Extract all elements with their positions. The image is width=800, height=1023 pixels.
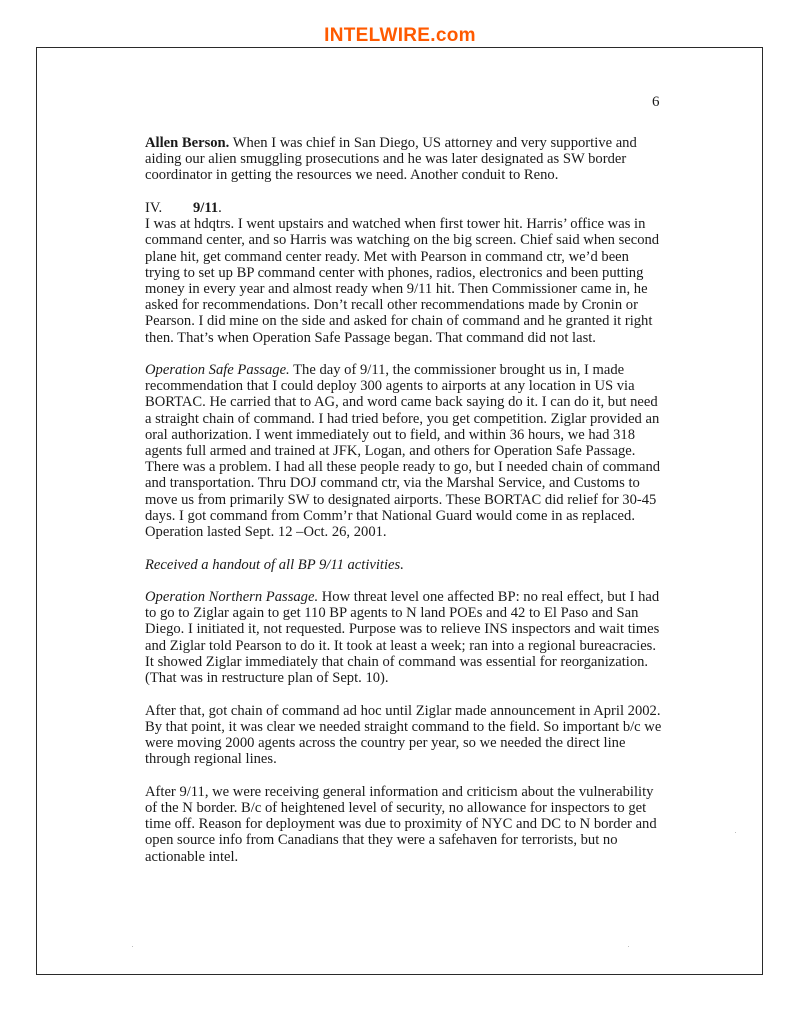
intelwire-watermark: INTELWIRE.com bbox=[324, 25, 476, 46]
section-heading bbox=[145, 200, 665, 216]
page-number: 6 bbox=[652, 94, 660, 110]
section-title: 9/11 bbox=[193, 199, 219, 216]
paragraph-chain-of-command: After that, got chain of command ad hoc until Ziglar made announcement in April 2002. By that point, it was clear we needed straight command to the field. So important b/c we were moving 2000 agents across the country per year, so we needed the direct line through regional lines. bbox=[145, 702, 662, 768]
scan-speck bbox=[735, 832, 736, 833]
paragraph-operation-safe-passage bbox=[145, 362, 665, 540]
scan-speck bbox=[628, 946, 629, 947]
paragraph-text: How threat level one affected BP: no real effect, but I had to go to Ziglar again to get 110 BP agents to N land POEs and 42 to El Paso and San Diego. I initiated it, not requested. Purpose was to relieve INS inspectors and wait times and Ziglar told Pearson to do it. It took at least a week; ran into a regional bureacracies. It showed Ziglar immediately that chain of command was essential for reorganization. (That was in restructure plan of Sept. 10). bbox=[145, 589, 660, 687]
scan-speck bbox=[132, 946, 133, 947]
paragraph-operation-northern-passage bbox=[145, 589, 665, 686]
paragraph-text: When I was chief in San Diego, US attorney and very supportive and aiding our alien smuggling prosecutions and he was later designated as SW border coordinator in getting the resources we need. Another conduit to Reno. bbox=[145, 135, 637, 184]
section-title-suffix: . bbox=[218, 199, 222, 216]
section-number: IV. bbox=[145, 199, 163, 216]
paragraph-text: The day of 9/11, the commissioner brought us in, I made recommendation that I could deploy 300 agents to airports at any location in US via BORTAC. He carried that to AG, and word came back saying do it. I can do it, but need a straight chain of command. I had tried before, you get competition. Ziglar provided an oral authorization. I went immediately out to field, and within 36 hours, we had 318 agents full armed and trained at JFK, Logan, and others for Operation Safe Passage. There was a problem. I had all these people ready to go, but I needed chain of command and transportation. Thru DOJ command ctr, via the Marshal Service, and Customs to move us from primarily SW to designated airports. These BORTAC did relief for 30-45 days. I got command from Comm’r that National Guard would come in as replaced. Operation lasted Sept. 12 –Oct. 26, 2001. bbox=[145, 362, 661, 541]
paragraph-handout bbox=[145, 557, 665, 573]
document-body bbox=[145, 135, 665, 865]
paragraph-hdqtrs: I was at hdqtrs. I went upstairs and watched when first tower hit. Harris’ office was in command center, and so Harris was watching on the big screen. Chief said when second plane hit, get command center ready. Met with Pearson in command ctr, we’d been trying to set up BP command center with phones, radios, electronics and been putting money in every year and almost ready when 9/11 hit. Then Commissioner came in, he asked for recommendations. Don’t recall other recommendations made by Cronin or Pearson. I did mine on the side and asked for chain of command and he granted it right then. That’s when Operation Safe Passage began. That command did not last. bbox=[145, 216, 660, 346]
paragraph-label: Operation Northern Passage. bbox=[145, 589, 319, 606]
person-name: Allen Berson. bbox=[145, 135, 230, 151]
paragraph-allen-berson bbox=[145, 135, 665, 184]
paragraph-northern-border: After 9/11, we were receiving general information and criticism about the vulnerability of the N border. B/c of heightened level of security, no allowance for inspectors to get time off. Reason for deployment was due to proximity of NYC and DC to N border and open source info from Canadians that they were a safehaven for terrorists, but no actionable intel. bbox=[145, 783, 657, 865]
paragraph-label: Operation Safe Passage. bbox=[145, 362, 290, 379]
paragraph-text: Received a handout of all BP 9/11 activities. bbox=[145, 556, 404, 573]
